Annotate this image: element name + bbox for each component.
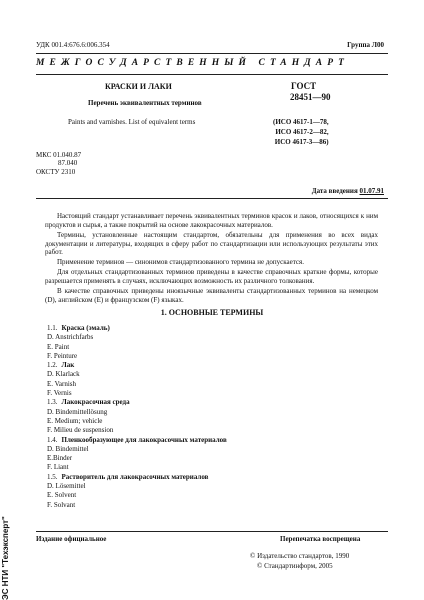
- mks-code-secondary: 87.040: [58, 159, 78, 168]
- term-heading: 1.1. Краска (эмаль): [47, 324, 110, 332]
- iso-reference: ИСО 4617-3—86): [274, 138, 329, 146]
- gost-number: 28451—90: [290, 92, 331, 102]
- term-equivalent: E. Paint: [47, 342, 70, 351]
- term-equivalent: D. Klarlack: [47, 370, 80, 379]
- term-equivalent: E.Binder: [47, 454, 73, 463]
- term-equivalent: D. Bindemittel: [47, 444, 89, 453]
- official-edition-label: Издание официальное: [36, 535, 107, 543]
- top-rule: [36, 53, 388, 54]
- intro-paragraph: Настоящий стандарт устанавливает перечень эквивалентных терминов красок и лаков, относящихся к ним продуктов и сырья, а также покрытий на основе лакокрасочных материалов.: [45, 212, 378, 229]
- term-heading: 1.4. Пленкообразующее для лакокрасочных материалов: [47, 435, 227, 444]
- iso-references: [273, 117, 329, 147]
- intro-paragraph: Применение терминов — синонимов стандартизованного термина не допускается.: [57, 258, 304, 266]
- standard-banner: МЕЖГОСУДАРСТВЕННЫЙ СТАНДАРТ: [36, 58, 350, 68]
- classifier-codes: [36, 151, 81, 176]
- mks-code: МКС 01.040.87: [36, 151, 82, 159]
- footer-rule: [36, 531, 388, 532]
- section-heading: 1. ОСНОВНЫЕ ТЕРМИНЫ: [160, 308, 264, 317]
- term-equivalent: E. Medium; vehicle: [47, 416, 103, 425]
- iso-reference: (ИСО 4617-1—78,: [273, 118, 329, 126]
- term-equivalent: D. Lösemittel: [47, 482, 86, 491]
- intro-paragraph: Термины, установленные настоящим стандартом, обязательны для применения во всех видах документации и литературы, входящих в сферу работ по стандартизации или использующих результаты этих работ.: [45, 231, 378, 257]
- terms-list: [47, 324, 347, 510]
- term-equivalent: D. Bindemittellösung: [47, 407, 108, 416]
- copyright-publisher: © Издательство стандартов, 1990: [250, 552, 350, 560]
- reprint-prohibited-label: Перепечатка воспрещена: [280, 535, 361, 543]
- intro-paragraph: В качестве справочных приведены иноязычные эквиваленты стандартизованных терминов на немецком (D), английском (E) и французском (F) языках.: [45, 287, 378, 304]
- intro-paragraph: Для отдельных стандартизованных терминов приведены в качестве справочных краткие формы, которые разрешается применять в случаях, исключающих возможность их различного толкования.: [45, 268, 378, 285]
- term-equivalent: F. Vernis: [47, 389, 72, 398]
- okstu-code: ОКСТУ 2310: [36, 167, 76, 176]
- term-equivalent: F. Solvant: [47, 500, 76, 509]
- udk-code: УДК 001.4:676.6:006.354: [36, 41, 110, 49]
- introduction-date-value: 01.07.91: [359, 187, 384, 195]
- term-equivalent: D. Anstrichfarbs: [47, 333, 94, 342]
- document-title-english: Paints and varnishes. List of equivalent terms: [68, 118, 196, 126]
- term-equivalent: E. Varnish: [47, 379, 77, 388]
- term-equivalent: F. Peinture: [47, 351, 78, 360]
- term-equivalent: F. Liant: [47, 463, 69, 472]
- gost-label: ГОСТ: [291, 81, 317, 91]
- document-title: КРАСКИ И ЛАКИ: [105, 82, 172, 91]
- group-code: Группа Л00: [347, 41, 384, 49]
- introduction-date-label: Дата введения: [311, 187, 360, 195]
- banner-rule: [36, 74, 388, 75]
- term-heading: 1.5. Растворитель для лакокрасочных материалов: [47, 472, 209, 481]
- copyright-standartinform: © Стандартинформ, 2005: [257, 562, 333, 570]
- term-equivalent: E. Solvent: [47, 491, 77, 500]
- document-subtitle: Перечень эквивалентных терминов: [88, 99, 202, 107]
- term-equivalent: F. Milieu de suspension: [47, 426, 114, 435]
- title-block-rule: [36, 198, 388, 199]
- iso-reference: ИСО 4617-2—82,: [275, 128, 329, 136]
- side-stamp: ЭС НТИ "Техэксперт": [1, 516, 10, 600]
- introduction-date: [312, 187, 384, 196]
- term-heading: 1.2. Лак: [47, 361, 75, 370]
- term-heading: 1.3. Лакокрасочная среда: [47, 398, 130, 407]
